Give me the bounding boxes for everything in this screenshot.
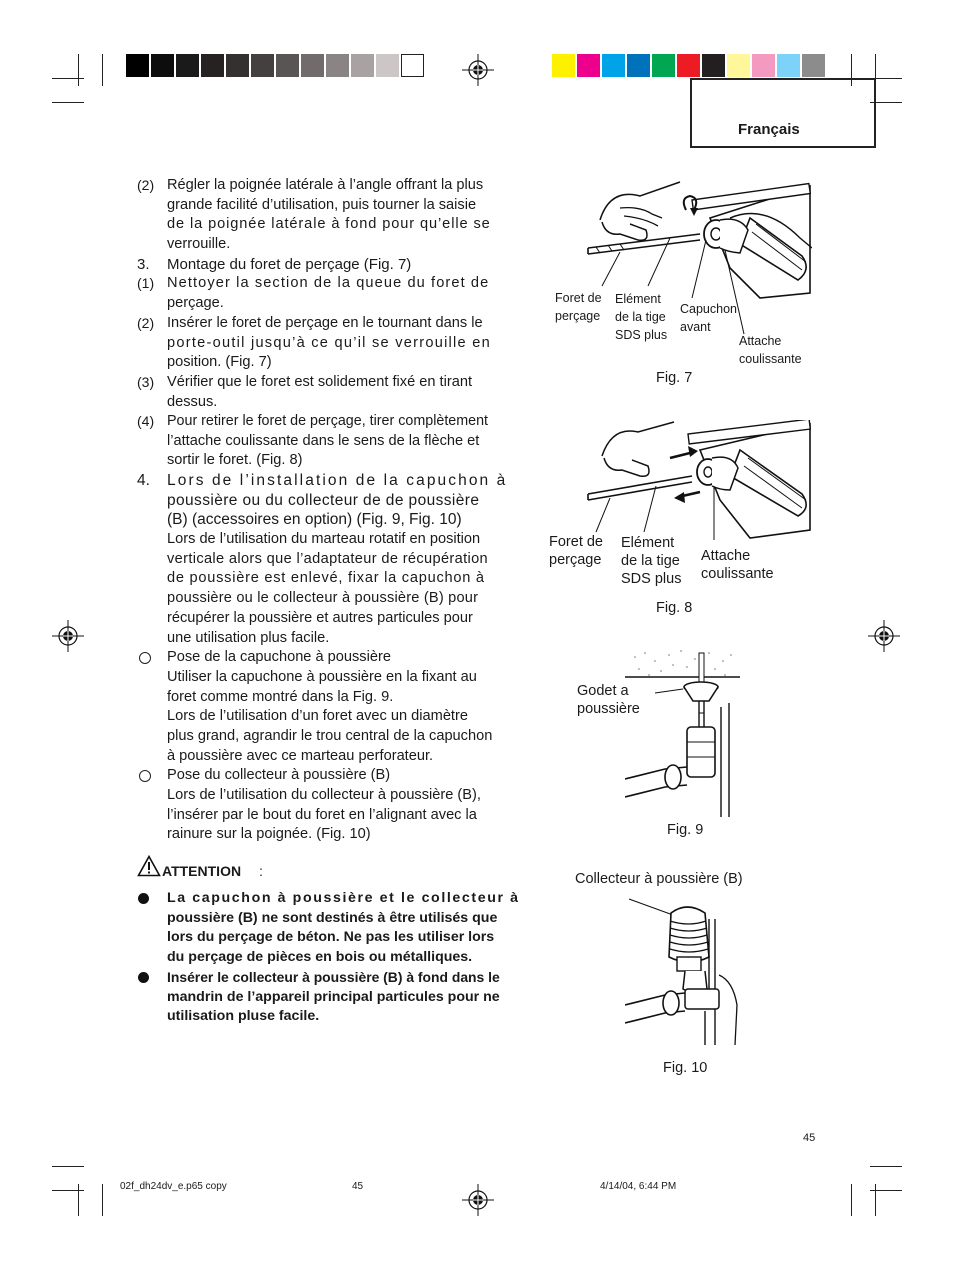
text-line: l’insérer par le bout du foret en l’alignant avec la — [167, 806, 477, 823]
callout-line: de la tige — [615, 310, 666, 324]
fig10-dust-collector-illustration — [625, 895, 745, 1045]
color-swatch — [602, 54, 625, 77]
warning-triangle-icon — [137, 855, 161, 877]
attention-bullet-2 — [167, 968, 539, 1027]
color-swatch — [677, 54, 700, 77]
fig8-label: Fig. 8 — [656, 600, 693, 616]
hollow-bullet-icon — [139, 770, 151, 782]
text-line: (B) (accessoires en option) (Fig. 9, Fig. 10) — [167, 511, 462, 529]
text-line: Lors de l’installation de la capuchon à — [167, 472, 508, 489]
color-swatch — [727, 54, 750, 77]
filled-bullet-icon — [138, 893, 149, 904]
section-number: 3. — [137, 256, 150, 273]
text-line: verrouille. — [167, 236, 231, 253]
callout-line: Elément — [621, 535, 675, 551]
color-swatch — [627, 54, 650, 77]
text-line: de poussière est enlevé, fixar la capuchon à — [167, 570, 485, 587]
text-line: Utiliser la capuchone à poussière en la fixant au — [167, 669, 477, 685]
subsection-title: Pose de la capuchone à poussière — [167, 649, 391, 665]
callout-line: SDS plus — [621, 571, 682, 587]
hollow-bullet-icon — [139, 652, 151, 664]
fig9-callout-godet — [577, 682, 640, 718]
text-line: porte-outil jusqu’à ce qu’il se verrouille en — [167, 334, 491, 351]
fig8-drill-bit-removal-illustration — [580, 420, 812, 550]
callout-line: Foret de — [549, 534, 603, 550]
text-line: perçage. — [167, 294, 224, 311]
footer-filename: 02f_dh24dv_e.p65 copy — [120, 1181, 227, 1192]
step-text — [167, 412, 538, 471]
footer-page: 45 — [352, 1181, 364, 1192]
language-tab — [690, 78, 876, 148]
callout-line: Godet a — [577, 683, 629, 699]
text-line: La capuchon à poussière et le collecteur à — [167, 890, 520, 906]
callout-line: Foret de — [555, 291, 602, 305]
step-number: (3) — [137, 374, 155, 390]
subsection-text — [167, 786, 539, 845]
color-swatch — [802, 54, 825, 77]
side-handle-paragraph — [167, 176, 538, 255]
gray-swatch — [151, 54, 174, 77]
text-line: Pour retirer le foret de perçage, tirer complètement — [167, 413, 489, 429]
color-swatch — [652, 54, 675, 77]
gray-swatch — [251, 54, 274, 77]
registration-mark-top — [462, 54, 494, 86]
fig7-callout-element — [615, 290, 667, 344]
fig10-callout-collecteur: Collecteur à poussière (B) — [575, 871, 743, 887]
callout-line: perçage — [549, 552, 602, 568]
text-line: grande facilité d’utilisation, puis tourner la saisie — [167, 196, 477, 213]
text-line: foret comme montré dans la Fig. 9. — [167, 688, 394, 705]
gray-swatch — [301, 54, 324, 77]
text-line: une utilisation plus facile. — [167, 629, 330, 646]
gray-swatch — [126, 54, 149, 77]
fig7-label: Fig. 7 — [656, 370, 693, 386]
callout-line: Attache — [701, 548, 751, 564]
section-heading: Montage du foret de perçage (Fig. 7) — [167, 256, 412, 273]
text-line: rainure sur la poignée. (Fig. 10) — [167, 826, 371, 843]
registration-mark-bottom — [462, 1184, 494, 1216]
fig7-callout-capuchon — [680, 300, 737, 336]
text-line: mandrin de l’appareil principal particules pour ne — [167, 988, 500, 1005]
text-line: Vérifier que le foret est solidement fixé en tirant — [167, 374, 473, 390]
text-line: plus grand, agrandir le trou central de la capuchon — [167, 728, 493, 745]
text-line: Lors de l’utilisation du collecteur à poussière (B), — [167, 787, 481, 803]
attention-bullet-1 — [167, 889, 539, 968]
section4-intro — [167, 530, 539, 648]
fig9-dust-cup-illustration — [625, 647, 740, 817]
text-line: de la poignée latérale à fond pour qu’elle se — [167, 216, 491, 233]
callout-line: coulissante — [701, 566, 774, 582]
gray-swatch — [351, 54, 374, 77]
fig7-callout-attache — [739, 332, 802, 368]
callout-line: Elément — [615, 292, 661, 306]
text-line: Insérer le collecteur à poussière (B) à fond dans le — [167, 969, 500, 985]
fig7-callout-foret — [555, 289, 602, 325]
subsection-text — [167, 668, 539, 767]
color-swatch — [702, 54, 725, 77]
step-number: (2) — [137, 315, 155, 331]
fig8-callout-attache — [701, 547, 774, 583]
language-label: Français — [738, 121, 800, 138]
text-line: poussière (B) ne sont destinés à être utilisés que — [167, 909, 498, 926]
fig8-callout-element — [621, 534, 681, 588]
fig9-label: Fig. 9 — [667, 822, 704, 838]
gray-swatch — [201, 54, 224, 77]
callout-line: avant — [680, 320, 711, 334]
step-text — [167, 373, 538, 412]
gray-swatch — [401, 54, 424, 77]
gray-swatch — [176, 54, 199, 77]
callout-line: Attache — [739, 334, 782, 348]
gray-swatch — [376, 54, 399, 77]
callout-line: perçage — [555, 309, 601, 323]
text-line: Régler la poignée latérale à l’angle offrant la plus — [167, 177, 484, 193]
callout-line: Capuchon — [680, 302, 737, 316]
text-line: lors du perçage de béton. Ne pas les utiliser lors — [167, 929, 495, 946]
gray-swatch — [276, 54, 299, 77]
callout-line: poussière — [577, 701, 640, 717]
text-line: Lors de l’utilisation d’un foret avec un diamètre — [167, 708, 468, 725]
color-swatch — [777, 54, 800, 77]
text-line: sortir le foret. (Fig. 8) — [167, 452, 303, 469]
step-number: (1) — [137, 275, 155, 291]
text-line: Insérer le foret de perçage en le tournant dans le — [167, 315, 483, 331]
registration-mark-right — [868, 620, 900, 652]
text-line: position. (Fig. 7) — [167, 354, 272, 371]
text-line: poussière ou le collecteur à poussière (B) pour — [167, 590, 479, 607]
color-swatch — [752, 54, 775, 77]
text-line: Nettoyer la section de la queue du foret de — [167, 275, 490, 291]
text-line: récupérer la poussière et autres particules pour — [167, 609, 473, 626]
registration-mark-left — [52, 620, 84, 652]
text-line: Lors de l’utilisation du marteau rotatif en position — [167, 531, 481, 547]
callout-line: coulissante — [739, 352, 802, 366]
gray-swatch — [326, 54, 349, 77]
color-swatch — [577, 54, 600, 77]
text-line: à poussière avec ce marteau perforateur. — [167, 747, 434, 764]
callout-line: SDS plus — [615, 328, 668, 342]
filled-bullet-icon — [138, 972, 149, 983]
text-line: dessus. — [167, 393, 218, 410]
text-line: poussière ou du collecteur de de poussière — [167, 491, 480, 509]
color-swatch — [552, 54, 575, 77]
fig8-callout-foret — [549, 533, 603, 569]
page-number: 45 — [803, 1132, 816, 1144]
gray-swatch — [226, 54, 249, 77]
text-line: verticale alors que l’adaptateur de récupération — [167, 550, 489, 567]
text-line: du perçage de pièces en bois ou métalliques. — [167, 949, 473, 966]
step-number: (2) — [137, 177, 155, 193]
section-number: 4. — [137, 472, 150, 489]
attention-colon: : — [259, 863, 263, 879]
step-number: (4) — [137, 413, 155, 429]
footer-date: 4/14/04, 6:44 PM — [600, 1181, 677, 1192]
attention-label: ATTENTION — [162, 863, 242, 879]
callout-line: de la tige — [621, 553, 680, 569]
step-text — [167, 314, 538, 373]
subsection-title: Pose du collecteur à poussière (B) — [167, 767, 391, 783]
text-line: l’attache coulissante dans le sens de la flèche et — [167, 432, 480, 449]
section-heading — [167, 471, 539, 530]
step-text — [167, 274, 538, 313]
text-line: utilisation pluse facile. — [167, 1008, 320, 1025]
fig10-label: Fig. 10 — [663, 1060, 708, 1076]
